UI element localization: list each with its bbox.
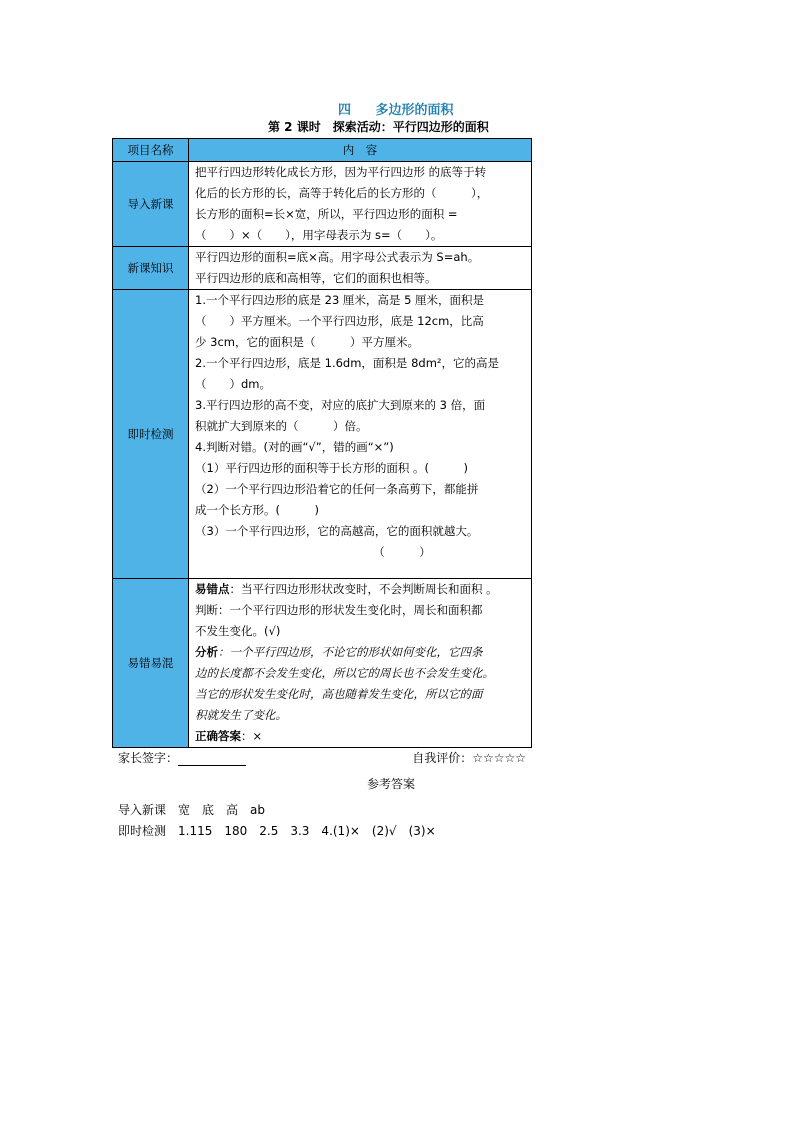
knowledge-line-1: 平行四边形的面积=底×高。用字母公式表示为 S=ah。 [195, 250, 480, 264]
table-row-intro [113, 162, 532, 247]
unit-name: 多边形的面积 [375, 103, 454, 118]
lesson-table [112, 138, 532, 748]
row-label-quiz: 即时检测 [113, 290, 189, 579]
analysis-line-4: 积就发生了变化。 [195, 708, 287, 722]
intro-line-4: （ ）×（ ），用字母表示为 s=（ ）。 [195, 228, 443, 242]
quiz-line-12: （3）一个平行四边形，它的高越高，它的面积就越大。 [195, 524, 479, 538]
row-content-quiz [189, 290, 532, 579]
row-label-mistakes: 易错易混 [113, 579, 189, 748]
unit-number: 四 [338, 103, 352, 118]
intro-line-2: 化后的长方形的长，高等于转化后的长方形的（ ）， [195, 186, 489, 200]
table-row-knowledge [113, 247, 532, 290]
quiz-line-6: 3.平行四边形的高不变，对应的底扩大到原来的 3 倍，面 [195, 398, 486, 412]
table-header-row [113, 139, 532, 162]
parent-sign-line[interactable] [178, 753, 246, 766]
lesson-title: 第 2 课时 探索活动：平行四边形的面积 [268, 120, 489, 134]
col-header-content: 内 容 [189, 139, 532, 162]
intro-line-3: 长方形的面积=长×宽，所以，平行四边形的面积 = [195, 207, 458, 221]
analysis-line-3: 当它的形状发生变化时，高也随着发生变化，所以它的面 [195, 687, 483, 701]
knowledge-line-2: 平行四边形的底和高相等，它们的面积也相等。 [195, 271, 437, 285]
quiz-line-4: 2.一个平行四边形，底是 1.6dm，面积是 8dm²，它的高是 [195, 356, 500, 370]
mistake-line-1: 判断：一个平行四边形的形状发生变化时，周长和面积都 [195, 603, 483, 617]
self-evaluation: 自我评价：☆☆☆☆☆ [412, 751, 526, 765]
intro-line-1: 把平行四边形转化成长方形，因为平行四边形 的底等于转 [195, 165, 487, 179]
sign-row [118, 749, 526, 766]
row-content-knowledge [189, 247, 532, 290]
quiz-line-8: 4.判断对错。(对的画“√”，错的画“×”) [195, 440, 394, 454]
row-content-intro [189, 162, 532, 247]
row-content-mistakes [189, 579, 532, 748]
row-label-knowledge: 新课知识 [113, 247, 189, 290]
mistake-point-label: 易错点 [195, 582, 230, 596]
row-label-intro: 导入新课 [113, 162, 189, 247]
table-row-quiz [113, 290, 532, 579]
correct-answer-label: 正确答案 [195, 729, 241, 743]
answers-line-2: 即时检测 1.115 180 2.5 3.3 4.(1)× (2)√ (3)× [118, 824, 436, 838]
unit-title [338, 99, 454, 118]
table-row-mistakes [113, 579, 532, 748]
quiz-line-13: （ ） [195, 545, 431, 559]
mistake-point-text: ：当平行四边形形状改变时，不会判断周长和面积 。 [229, 582, 498, 596]
mistake-line-2: 不发生变化。(√) [195, 624, 281, 638]
quiz-line-11: 成一个长方形。( ) [195, 503, 319, 517]
answers-line-1: 导入新课 宽 底 高 ab [118, 803, 265, 817]
answers-title: 参考答案 [367, 777, 416, 791]
correct-answer-text: ：× [241, 729, 263, 743]
quiz-line-10: （2）一个平行四边形沿着它的任何一条高剪下，都能拼 [195, 482, 479, 496]
quiz-line-5: （ ）dm。 [195, 377, 272, 391]
quiz-line-7: 积就扩大到原来的（ ）倍。 [195, 419, 368, 433]
mistake-point-line [195, 579, 527, 600]
analysis-line-1 [195, 642, 527, 663]
correct-answer-line [195, 726, 527, 747]
quiz-line-2: （ ）平方厘米。一个平行四边形，底是 12cm，比高 [195, 314, 484, 328]
quiz-line-3: 少 3cm，它的面积是（ ）平方厘米。 [195, 335, 419, 349]
analysis-label: 分析 [195, 645, 218, 659]
analysis-line-2: 边的长度都不会发生变化，所以它的周长也不会发生变化。 [195, 666, 494, 680]
quiz-line-9: （1）平行四边形的面积等于长方形的面积 。( ) [195, 461, 468, 475]
quiz-line-1: 1.一个平行四边形的底是 23 厘米，高是 5 厘米，面积是 [195, 293, 485, 307]
parent-sign-label: 家长签字： [118, 751, 179, 765]
col-header-item: 项目名称 [113, 139, 189, 162]
analysis-text-1: ：一个平行四边形，不论它的形状如何变化，它四条 [218, 645, 483, 659]
